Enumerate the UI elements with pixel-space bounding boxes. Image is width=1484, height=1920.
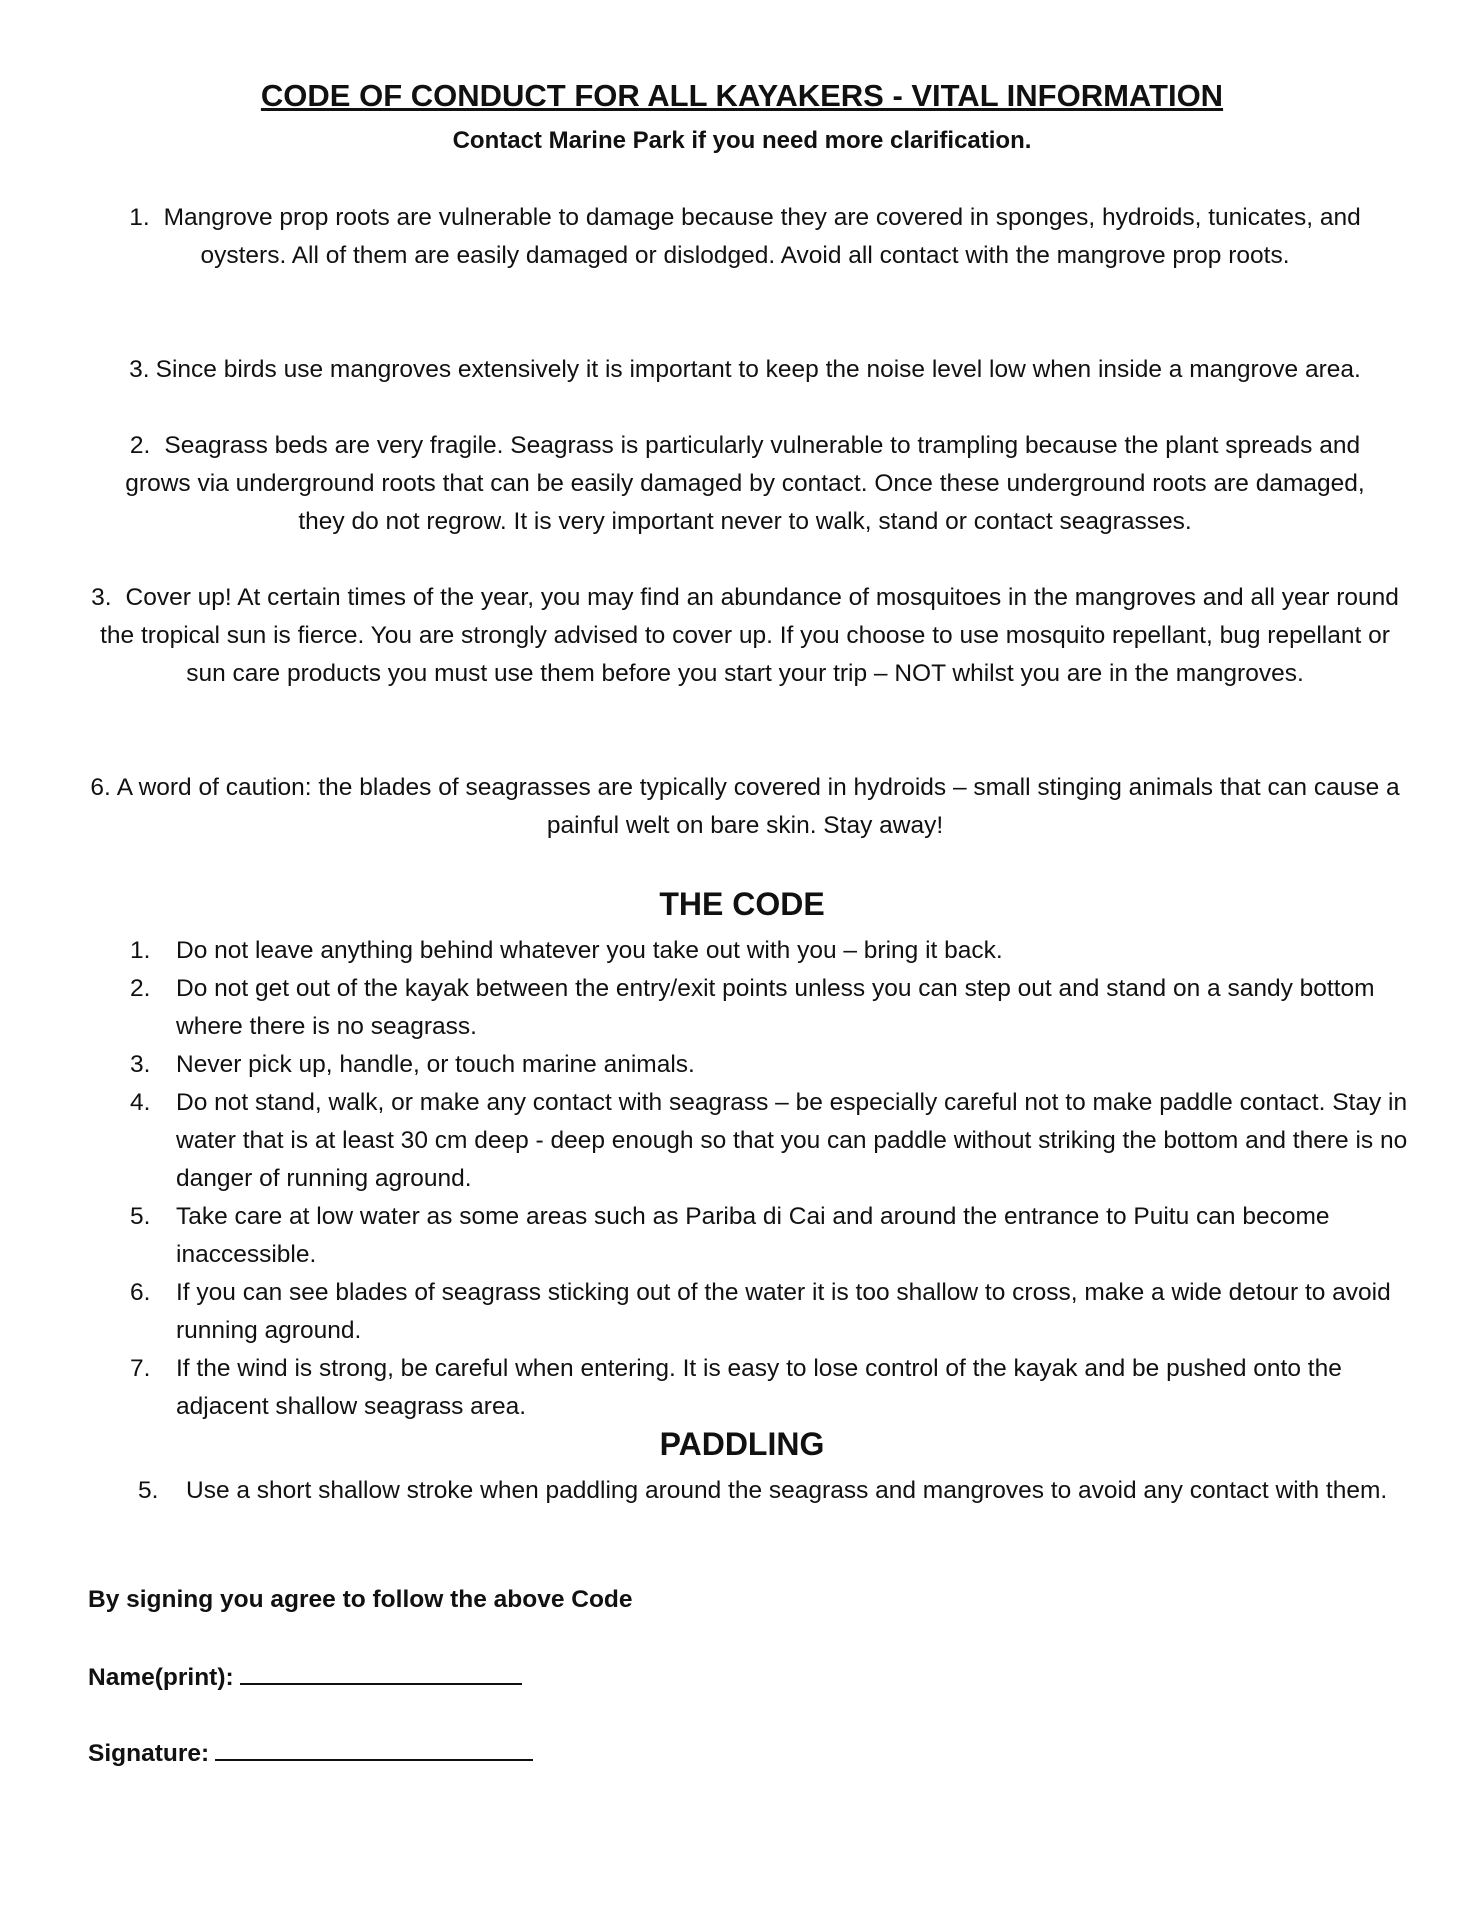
list-item [130, 1274, 1410, 1350]
list-item-text: Use a short shallow stroke when paddling around the seagrass and mangroves to avoid any contact with them. [186, 1477, 1388, 1504]
intro-item-number: 1. [129, 204, 150, 231]
paddling-heading: PADDLING [659, 1426, 825, 1462]
paddling-list [138, 1472, 1408, 1510]
list-item-text: Do not leave anything behind whatever you take out with you – bring it back. [176, 937, 1003, 964]
list-item [130, 932, 1410, 970]
intro-item [90, 351, 1400, 389]
list-item-text: If the wind is strong, be careful when entering. It is easy to lose control of the kayak and be pushed onto the adjacent shallow seagrass area. [176, 1355, 1342, 1420]
agreement-text: By signing you agree to follow the above Code [88, 1586, 633, 1613]
intro-item-number: 6. [90, 774, 111, 801]
document-title: CODE OF CONDUCT FOR ALL KAYAKERS - VITAL INFORMATION [260, 78, 1224, 113]
list-item [130, 1084, 1410, 1198]
name-field [88, 1659, 522, 1695]
code-heading: THE CODE [659, 886, 825, 922]
intro-item [90, 769, 1400, 845]
list-item-text: Do not get out of the kayak between the entry/exit points unless you can step out and stand on a sandy bottom where there is no seagrass. [176, 975, 1375, 1040]
list-item [130, 1046, 1410, 1084]
list-item [138, 1472, 1408, 1510]
intro-item-text: Cover up! At certain times of the year, you may find an abundance of mosquitoes in the mangroves and all year round the tropical sun is fierce. You are strongly advised to cover up. If you choose to use mosquito repellant, bug repellant or sun care products you must use them before you start your trip – NOT whilst you are in the mangroves. [100, 584, 1399, 687]
list-item-text: Never pick up, handle, or touch marine animals. [176, 1051, 695, 1078]
list-item-number: 5. [138, 1477, 159, 1504]
intro-item-text: Mangrove prop roots are vulnerable to damage because they are covered in sponges, hydroids, tunicates, and oysters. All of them are easily damaged or dislodged. Avoid all contact with the mangrove prop roots. [163, 204, 1361, 269]
intro-item [90, 199, 1400, 275]
name-label: Name(print): [88, 1664, 234, 1691]
document-subtitle: Contact Marine Park if you need more clarification. [452, 127, 1032, 154]
list-item-number: 6. [130, 1279, 151, 1306]
code-list [130, 932, 1410, 1426]
list-item [130, 970, 1410, 1046]
list-item-number: 2. [130, 975, 151, 1002]
name-signature-line[interactable] [240, 1659, 522, 1685]
signature-label: Signature: [88, 1740, 210, 1767]
intro-item-number: 3. [129, 356, 150, 383]
list-item-text: If you can see blades of seagrass sticking out of the water it is too shallow to cross, make a wide detour to avoid running aground. [176, 1279, 1391, 1344]
list-item-number: 4. [130, 1089, 151, 1116]
list-item-number: 5. [130, 1203, 151, 1230]
intro-item-number: 3. [91, 584, 112, 611]
signature-line[interactable] [215, 1735, 533, 1761]
list-item-number: 7. [130, 1355, 151, 1382]
intro-item [90, 579, 1400, 693]
intro-item-text: A word of caution: the blades of seagrasses are typically covered in hydroids – small stinging animals that can cause a painful welt on bare skin. Stay away! [116, 774, 1400, 839]
list-item-text: Do not stand, walk, or make any contact with seagrass – be especially careful not to make paddle contact. Stay in water that is at least 30 cm deep - deep enough so that you can paddle without striking the bottom and there is no danger of running aground. [176, 1089, 1408, 1192]
list-item [130, 1198, 1410, 1274]
list-item-number: 3. [130, 1051, 151, 1078]
intro-item [100, 427, 1390, 541]
list-item-text: Take care at low water as some areas such as Pariba di Cai and around the entrance to Puitu can become inaccessible. [176, 1203, 1330, 1268]
intro-item-text: Since birds use mangroves extensively it is important to keep the noise level low when inside a mangrove area. [155, 356, 1361, 383]
intro-item-number: 2. [129, 432, 151, 459]
list-item [130, 1350, 1410, 1426]
signature-field [88, 1735, 533, 1771]
intro-item-text: Seagrass beds are very fragile. Seagrass is particularly vulnerable to trampling because the plant spreads and grows via underground roots that can be easily damaged by contact. Once these underground roots are damaged, they do not regrow. It is very important never to walk, stand or contact seagrasses. [125, 432, 1365, 535]
list-item-number: 1. [130, 937, 151, 964]
